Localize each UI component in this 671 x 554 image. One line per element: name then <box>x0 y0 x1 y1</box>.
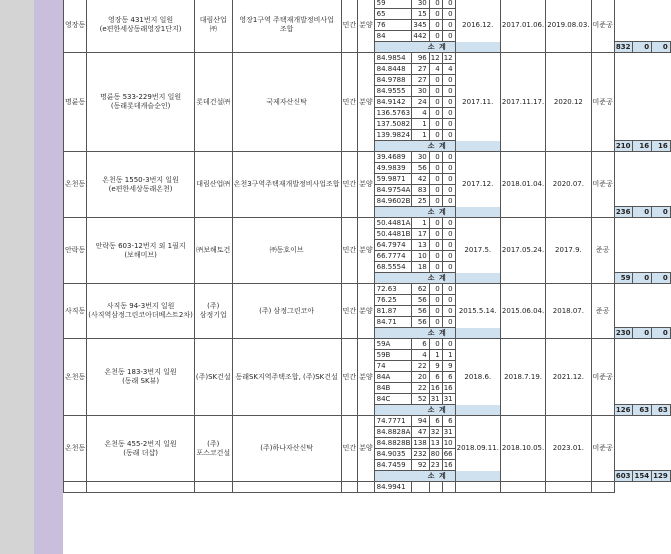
empty-cell <box>455 482 500 493</box>
area-cell: 136.5763 <box>374 108 412 119</box>
table-row <box>64 416 671 427</box>
general-units-cell: 13 <box>429 438 442 449</box>
general-units-cell: 16 <box>429 383 442 394</box>
area-cell: 84A <box>374 372 412 383</box>
type-cell: 민간 <box>341 416 358 482</box>
executor-cell: (주)하나자산신탁 <box>232 416 341 482</box>
sold-units-cell: 6 <box>442 416 455 427</box>
sold-units-cell: 0 <box>442 86 455 97</box>
start-date-cell: 2015.06.04. <box>500 284 545 339</box>
table-row <box>64 53 671 64</box>
subtotal-value: 603 <box>614 471 633 482</box>
empty-cell <box>341 482 358 493</box>
occupancy-date-cell: 2021.12. <box>546 339 591 416</box>
sold-units-cell: 0 <box>442 119 455 130</box>
address-cell: 명륜동 533-229번지 일원 (동래롯데캐슬순인) <box>87 53 195 152</box>
approval-date-cell: 2017.11. <box>455 53 500 152</box>
area-cell: 84B <box>374 383 412 394</box>
subtotal-label: 소 계 <box>374 141 500 152</box>
general-units-cell: 0 <box>429 20 442 31</box>
subtotal-label: 소 계 <box>374 273 500 284</box>
total-units-cell: 345 <box>412 20 429 31</box>
total-units-cell: 30 <box>412 86 429 97</box>
area-cell: 64.7974 <box>374 240 412 251</box>
supply-cell: 분양 <box>358 284 375 339</box>
subtotal-value: 0 <box>633 42 652 53</box>
subtotal-value: 59 <box>614 273 633 284</box>
builder-cell: 대림산업 ㈜ <box>194 0 232 53</box>
area-cell: 137.5082 <box>374 119 412 130</box>
sold-units-cell: 4 <box>442 64 455 75</box>
approval-date-cell: 2016.12. <box>455 0 500 53</box>
sold-units-cell: 0 <box>442 218 455 229</box>
total-units-cell: 442 <box>412 31 429 42</box>
subtotal-value: 0 <box>652 328 671 339</box>
address-cell: 온천동 455-2번지 일원 (동래 더샵) <box>87 416 195 482</box>
empty-cell <box>87 482 195 493</box>
area-cell: 84 <box>374 31 412 42</box>
dong-cell: 사직동 <box>64 284 87 339</box>
builder-cell: 롯데건설㈜ <box>194 53 232 152</box>
occupancy-date-cell: 2018.07. <box>546 284 591 339</box>
supply-cell: 분양 <box>358 416 375 482</box>
empty-cell <box>64 482 87 493</box>
general-units-cell: 0 <box>429 240 442 251</box>
total-units-cell: 232 <box>412 449 429 460</box>
general-units-cell: 0 <box>429 130 442 141</box>
address-cell: 온천동 1550-3번지 일원 (e편한세상동래온천) <box>87 152 195 218</box>
sold-units-cell: 0 <box>442 306 455 317</box>
general-units-cell: 6 <box>429 372 442 383</box>
occupancy-date-cell: 2017.9. <box>546 218 591 284</box>
general-units-cell: 0 <box>429 119 442 130</box>
area-cell: 84.7459 <box>374 460 412 471</box>
area-cell: 84.71 <box>374 317 412 328</box>
general-units-cell: 0 <box>429 108 442 119</box>
total-units-cell: 27 <box>412 75 429 86</box>
sold-units-cell: 31 <box>442 427 455 438</box>
sold-units-cell: 31 <box>442 394 455 405</box>
type-cell: 민간 <box>341 218 358 284</box>
total-units-cell: 25 <box>412 196 429 207</box>
general-units-cell: 6 <box>429 416 442 427</box>
general-units-cell: 0 <box>429 251 442 262</box>
total-units-cell: 18 <box>412 262 429 273</box>
empty-cell <box>442 482 455 493</box>
type-cell: 민간 <box>341 152 358 218</box>
subtotal-value: 126 <box>614 405 633 416</box>
empty-cell <box>429 482 442 493</box>
area-cell: 84.9035 <box>374 449 412 460</box>
approval-date-cell: 2018.6. <box>455 339 500 416</box>
subtotal-value: 0 <box>633 273 652 284</box>
total-units-cell: 47 <box>412 427 429 438</box>
table-row <box>64 0 671 9</box>
area-cell: 84.9555 <box>374 86 412 97</box>
general-units-cell: 0 <box>429 152 442 163</box>
area-cell: 39.4689 <box>374 152 412 163</box>
general-units-cell: 0 <box>429 295 442 306</box>
general-units-cell: 0 <box>429 284 442 295</box>
empty-cell <box>232 482 341 493</box>
dong-cell: 온천동 <box>64 339 87 416</box>
sold-units-cell: 0 <box>442 339 455 350</box>
sold-units-cell: 10 <box>442 438 455 449</box>
total-units-cell: 94 <box>412 416 429 427</box>
status-cell: 미준공 <box>591 53 614 152</box>
sold-units-cell: 0 <box>442 163 455 174</box>
executor-cell: (주) 삼정그린코아 <box>232 284 341 339</box>
status-cell: 미준공 <box>591 0 614 53</box>
approval-date-cell: 2017.5. <box>455 218 500 284</box>
general-units-cell: 0 <box>429 86 442 97</box>
area-cell: 84.8828A <box>374 427 412 438</box>
total-units-cell: 27 <box>412 64 429 75</box>
executor-cell: 동래SK지역주택조합, (주)SK건설 <box>232 339 341 416</box>
general-units-cell: 0 <box>429 31 442 42</box>
total-units-cell: 22 <box>412 383 429 394</box>
executor-cell: 국제자산신탁 <box>232 53 341 152</box>
table-row <box>64 339 671 350</box>
general-units-cell: 0 <box>429 317 442 328</box>
sold-units-cell: 0 <box>442 174 455 185</box>
area-cell: 74.7771 <box>374 416 412 427</box>
left-gutter <box>0 0 34 554</box>
sold-units-cell: 0 <box>442 130 455 141</box>
sold-units-cell: 1 <box>442 350 455 361</box>
supply-cell: 분양 <box>358 152 375 218</box>
total-units-cell: 22 <box>412 361 429 372</box>
subtotal-label: 소 계 <box>374 471 500 482</box>
empty-cell <box>546 482 591 493</box>
dong-cell: 온천동 <box>64 416 87 482</box>
general-units-cell: 0 <box>429 262 442 273</box>
general-units-cell: 0 <box>429 0 442 9</box>
start-date-cell: 2018.7.19. <box>500 339 545 416</box>
general-units-cell: 0 <box>429 75 442 86</box>
area-cell: 84.8448 <box>374 64 412 75</box>
supply-cell: 분양 <box>358 218 375 284</box>
address-cell: 안락동 603-12번지 외 1필지 (보해미브) <box>87 218 195 284</box>
occupancy-date-cell: 2023.01. <box>546 416 591 482</box>
subtotal-label: 소 계 <box>374 405 500 416</box>
area-cell: 76.25 <box>374 295 412 306</box>
sold-units-cell: 6 <box>442 372 455 383</box>
area-cell: 59.9871 <box>374 174 412 185</box>
total-units-cell: 20 <box>412 372 429 383</box>
sold-units-cell: 0 <box>442 251 455 262</box>
subtotal-value: 832 <box>614 42 633 53</box>
sold-units-cell: 0 <box>442 317 455 328</box>
area-cell: 84C <box>374 394 412 405</box>
sold-units-cell: 66 <box>442 449 455 460</box>
area-cell: 66.7774 <box>374 251 412 262</box>
total-units-cell: 62 <box>412 284 429 295</box>
sold-units-cell: 0 <box>442 20 455 31</box>
sold-units-cell: 0 <box>442 97 455 108</box>
total-units-cell: 30 <box>412 0 429 9</box>
empty-cell <box>358 482 375 493</box>
subtotal-value: 63 <box>652 405 671 416</box>
area-cell: 49.9839 <box>374 163 412 174</box>
builder-cell: 대림산업㈜ <box>194 152 232 218</box>
subtotal-value: 16 <box>652 141 671 152</box>
area-cell: 76 <box>374 20 412 31</box>
area-cell: 59B <box>374 350 412 361</box>
subtotal-label: 소 계 <box>374 42 500 53</box>
general-units-cell: 0 <box>429 163 442 174</box>
general-units-cell: 80 <box>429 449 442 460</box>
status-cell: 미준공 <box>591 416 614 482</box>
general-units-cell: 0 <box>429 218 442 229</box>
area-cell: 84.9788 <box>374 75 412 86</box>
area-cell: 84.9854 <box>374 53 412 64</box>
total-units-cell: 52 <box>412 394 429 405</box>
start-date-cell: 2018.01.04. <box>500 152 545 218</box>
area-cell: 139.9824 <box>374 130 412 141</box>
sold-units-cell: 16 <box>442 383 455 394</box>
area-cell: 84.8828B <box>374 438 412 449</box>
general-units-cell: 0 <box>429 174 442 185</box>
area-cell: 72.63 <box>374 284 412 295</box>
executor-cell: 영장1구역 주택재개발정비사업 조합 <box>232 0 341 53</box>
general-units-cell: 0 <box>429 306 442 317</box>
supply-cell: 분양 <box>358 339 375 416</box>
address-cell: 온천동 183-3번지 일원 (동래 SK뷰) <box>87 339 195 416</box>
area-cell: 65 <box>374 9 412 20</box>
sold-units-cell: 0 <box>442 9 455 20</box>
sold-units-cell: 0 <box>442 152 455 163</box>
start-date-cell: 2017.11.17. <box>500 53 545 152</box>
total-units-cell: 83 <box>412 185 429 196</box>
general-units-cell: 0 <box>429 229 442 240</box>
subtotal-value: 0 <box>652 42 671 53</box>
total-units-cell: 30 <box>412 152 429 163</box>
general-units-cell: 0 <box>429 97 442 108</box>
total-units-cell: 4 <box>412 350 429 361</box>
total-units-cell: 1 <box>412 130 429 141</box>
occupancy-date-cell: 2020.12 <box>546 53 591 152</box>
subtotal-value: 129 <box>652 471 671 482</box>
supply-cell: 분양 <box>358 0 375 53</box>
builder-cell: (주) 삼정기업 <box>194 284 232 339</box>
approval-date-cell: 2015.5.14. <box>455 284 500 339</box>
executor-cell: ㈜동호이브 <box>232 218 341 284</box>
area-cell: 50.4481A <box>374 218 412 229</box>
general-units-cell: 0 <box>429 9 442 20</box>
type-cell: 민간 <box>341 339 358 416</box>
table-row <box>64 482 671 493</box>
general-units-cell: 0 <box>429 339 442 350</box>
subtotal-value: 154 <box>633 471 652 482</box>
occupancy-date-cell: 2019.08.03. <box>546 0 591 53</box>
type-cell: 민간 <box>341 284 358 339</box>
total-units-cell: 1 <box>412 119 429 130</box>
sold-units-cell: 0 <box>442 185 455 196</box>
sold-units-cell: 0 <box>442 0 455 9</box>
sold-units-cell: 0 <box>442 240 455 251</box>
total-units-cell: 138 <box>412 438 429 449</box>
general-units-cell: 31 <box>429 394 442 405</box>
area-cell: 59 <box>374 0 412 9</box>
total-units-cell: 15 <box>412 9 429 20</box>
general-units-cell: 0 <box>429 185 442 196</box>
sold-units-cell: 12 <box>442 53 455 64</box>
total-units-cell: 92 <box>412 460 429 471</box>
sold-units-cell: 16 <box>442 460 455 471</box>
dong-cell: 온천동 <box>64 152 87 218</box>
type-cell: 민간 <box>341 53 358 152</box>
general-units-cell: 32 <box>429 427 442 438</box>
sold-units-cell: 0 <box>442 295 455 306</box>
total-units-cell: 56 <box>412 306 429 317</box>
start-date-cell: 2017.05.24. <box>500 218 545 284</box>
dong-cell: 영장동 <box>64 0 87 53</box>
start-date-cell: 2018.10.05. <box>500 416 545 482</box>
status-cell: 준공 <box>591 218 614 284</box>
start-date-cell: 2017.01.06. <box>500 0 545 53</box>
region-column <box>34 0 63 554</box>
general-units-cell: 0 <box>429 196 442 207</box>
address-cell: 영장동 431번지 일원 (e편한세상동래영장1단지) <box>87 0 195 53</box>
sold-units-cell: 0 <box>442 31 455 42</box>
executor-cell: 온천3구역주택재개발정비사업조합 <box>232 152 341 218</box>
subtotal-label: 소 계 <box>374 207 500 218</box>
table-row <box>64 218 671 229</box>
empty-cell <box>412 482 429 493</box>
general-units-cell: 12 <box>429 53 442 64</box>
subtotal-label: 소 계 <box>374 328 500 339</box>
area-cell: 68.5554 <box>374 262 412 273</box>
subtotal-value: 0 <box>633 207 652 218</box>
subtotal-value: 0 <box>652 207 671 218</box>
table-row <box>64 284 671 295</box>
subtotal-value: 210 <box>614 141 633 152</box>
empty-cell <box>500 482 545 493</box>
area-cell: 59A <box>374 339 412 350</box>
area-cell: 84.9941 <box>374 482 412 493</box>
area-cell: 84.9142 <box>374 97 412 108</box>
total-units-cell: 1 <box>412 218 429 229</box>
area-cell: 84.9754A <box>374 185 412 196</box>
general-units-cell: 9 <box>429 361 442 372</box>
area-cell: 81.87 <box>374 306 412 317</box>
housing-table <box>63 0 671 493</box>
area-cell: 74 <box>374 361 412 372</box>
total-units-cell: 10 <box>412 251 429 262</box>
builder-cell: ㈜보해토건 <box>194 218 232 284</box>
status-cell: 미준공 <box>591 339 614 416</box>
builder-cell: (주)포스코건설 <box>194 416 232 482</box>
total-units-cell: 6 <box>412 339 429 350</box>
total-units-cell: 56 <box>412 317 429 328</box>
approval-date-cell: 2017.12. <box>455 152 500 218</box>
table-row <box>64 152 671 163</box>
total-units-cell: 17 <box>412 229 429 240</box>
approval-date-cell: 2018.09.11. <box>455 416 500 482</box>
dong-cell: 명륜동 <box>64 53 87 152</box>
subtotal-value: 236 <box>614 207 633 218</box>
sold-units-cell: 0 <box>442 284 455 295</box>
area-cell: 84.9602B <box>374 196 412 207</box>
general-units-cell: 23 <box>429 460 442 471</box>
sold-units-cell: 0 <box>442 262 455 273</box>
subtotal-value: 230 <box>614 328 633 339</box>
sold-units-cell: 0 <box>442 196 455 207</box>
sold-units-cell: 9 <box>442 361 455 372</box>
general-units-cell: 1 <box>429 350 442 361</box>
subtotal-value: 16 <box>633 141 652 152</box>
sold-units-cell: 0 <box>442 108 455 119</box>
address-cell: 사직동 94-3번지 일원 (사직역삼정그린코아더베스트2차) <box>87 284 195 339</box>
empty-cell <box>194 482 232 493</box>
subtotal-value: 0 <box>652 273 671 284</box>
dong-cell: 안락동 <box>64 218 87 284</box>
empty-cell <box>591 482 614 493</box>
area-cell: 50.4481B <box>374 229 412 240</box>
subtotal-value: 0 <box>633 328 652 339</box>
total-units-cell: 4 <box>412 108 429 119</box>
sold-units-cell: 0 <box>442 229 455 240</box>
total-units-cell: 24 <box>412 97 429 108</box>
status-cell: 미준공 <box>591 152 614 218</box>
general-units-cell: 4 <box>429 64 442 75</box>
subtotal-value: 63 <box>633 405 652 416</box>
occupancy-date-cell: 2020.07. <box>546 152 591 218</box>
total-units-cell: 96 <box>412 53 429 64</box>
total-units-cell: 42 <box>412 174 429 185</box>
sold-units-cell: 0 <box>442 75 455 86</box>
status-cell: 준공 <box>591 284 614 339</box>
total-units-cell: 13 <box>412 240 429 251</box>
supply-cell: 분양 <box>358 53 375 152</box>
type-cell: 민간 <box>341 0 358 53</box>
total-units-cell: 56 <box>412 295 429 306</box>
total-units-cell: 56 <box>412 163 429 174</box>
builder-cell: (주)SK건설 <box>194 339 232 416</box>
